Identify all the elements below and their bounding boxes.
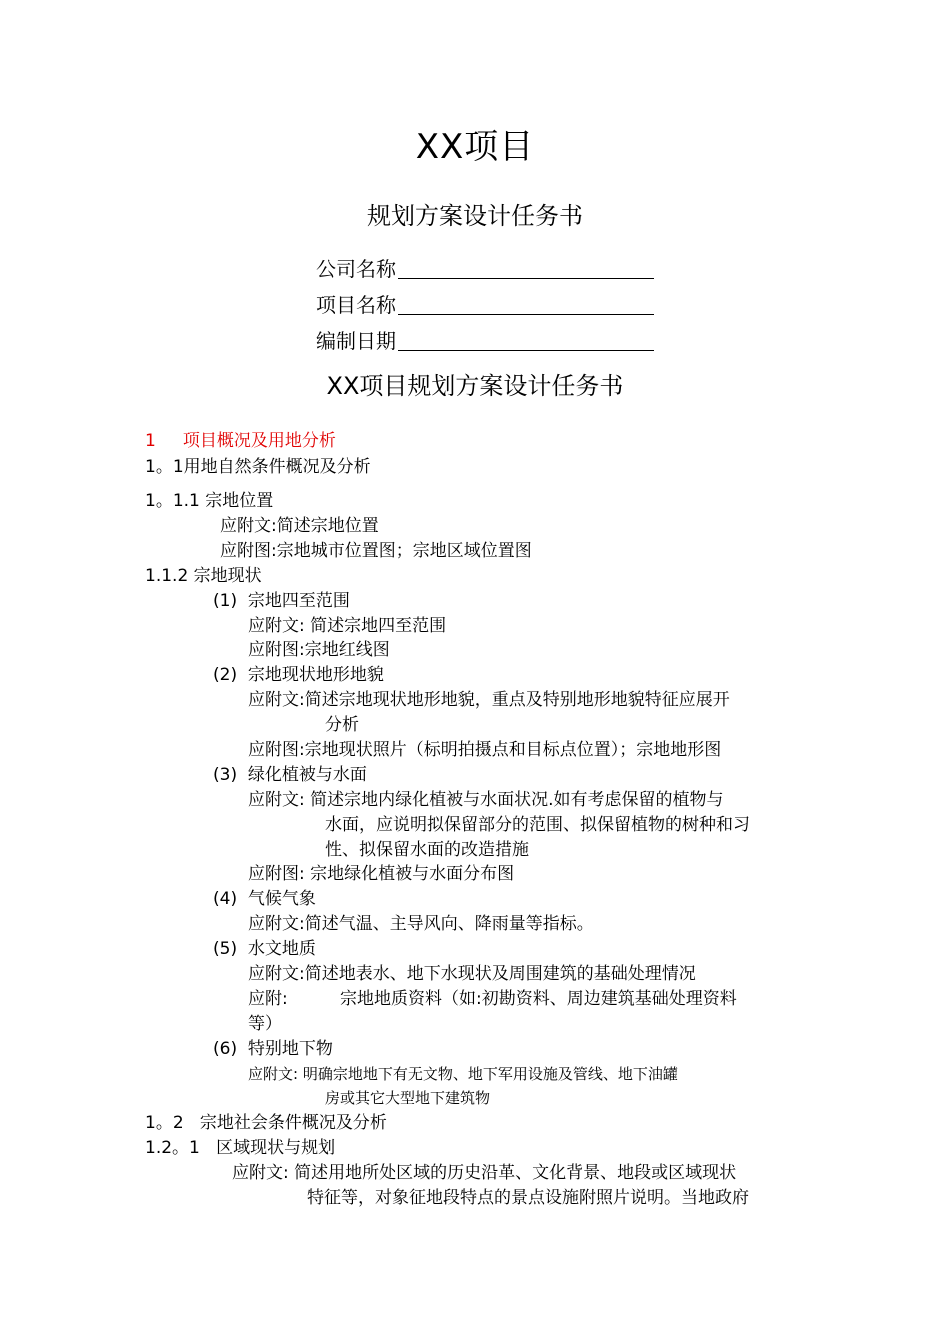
- item-5: (5) 水文地质: [213, 939, 316, 959]
- item-6: (6) 特别地下物: [213, 1039, 333, 1059]
- item-5-attachment-label: 应附:: [248, 989, 288, 1009]
- item-6-text-line-2: 房或其它大型地下建筑物: [325, 1089, 491, 1107]
- date-label: 编制日期: [316, 329, 396, 353]
- item-5-attachment-line-1: 宗地地质资料（如:初勘资料、周边建筑基础处理资料: [340, 989, 737, 1009]
- item-4-text: 应附文:简述气温、主导风向、降雨量等指标。: [248, 914, 594, 934]
- date-blank: [398, 330, 654, 351]
- item-2: (2) 宗地现状地形地貌: [213, 665, 384, 685]
- project-name-blank: [398, 294, 654, 315]
- section-heading-1-2: 1。2 宗地社会条件概况及分析: [145, 1113, 387, 1133]
- item-6-text-line-1: 应附文: 明确宗地地下有无文物、地下军用设施及管线、地下油罐: [248, 1065, 678, 1083]
- subsection-1-2-1: 1.2。1 区域现状与规划: [145, 1138, 336, 1158]
- item-3: (3) 绿化植被与水面: [213, 765, 367, 785]
- project-name-row: [316, 294, 654, 315]
- section-heading-1: 1 项目概况及用地分析: [145, 431, 336, 451]
- project-name-label: 项目名称: [316, 293, 396, 317]
- main-title: XX项目: [415, 127, 535, 167]
- item-2-text-line-1: 应附文:简述宗地现状地形地貌，重点及特别地形地貌特征应展开: [248, 690, 730, 710]
- company-name-row: [316, 258, 654, 279]
- subsection-1-1-1-text: 应附文:简述宗地位置: [220, 516, 379, 536]
- item-1-figure: 应附图:宗地红线图: [248, 640, 390, 660]
- item-3-text-line-1: 应附文: 简述宗地内绿化植被与水面状况.如有考虑保留的植物与: [248, 790, 724, 810]
- subsection-1-1-1-figure: 应附图:宗地城市位置图；宗地区域位置图: [220, 541, 532, 561]
- company-name-label: 公司名称: [316, 257, 396, 281]
- company-name-blank: [398, 258, 654, 279]
- item-2-text-line-2: 分析: [325, 715, 359, 735]
- date-row: [316, 330, 654, 351]
- item-1-text: 应附文: 简述宗地四至范围: [248, 616, 447, 636]
- subsection-1-1-1: 1。1.1 宗地位置: [145, 491, 274, 511]
- item-4: (4) 气候气象: [213, 889, 316, 909]
- item-3-text-line-2: 水面，应说明拟保留部分的范围、拟保留植物的树种和习: [325, 815, 750, 835]
- subsection-1-2-1-text-line-2: 特征等，对象征地段特点的景点设施附照片说明。当地政府: [307, 1188, 749, 1208]
- document-title: XX项目规划方案设计任务书: [326, 372, 624, 400]
- item-1: (1) 宗地四至范围: [213, 591, 350, 611]
- subsection-1-1-2: 1.1.2 宗地现状: [145, 566, 262, 586]
- item-3-figure: 应附图: 宗地绿化植被与水面分布图: [248, 864, 515, 884]
- item-5-text: 应附文:简述地表水、地下水现状及周围建筑的基础处理情况: [248, 964, 696, 984]
- sub-title: 规划方案设计任务书: [367, 202, 583, 230]
- item-5-attachment-line-2: 等）: [248, 1014, 282, 1034]
- item-3-text-line-3: 性、拟保留水面的改造措施: [325, 840, 529, 860]
- item-2-figure: 应附图:宗地现状照片（标明拍摄点和目标点位置）；宗地地形图: [248, 740, 722, 760]
- section-heading-1-1: 1。1用地自然条件概况及分析: [145, 457, 371, 477]
- subsection-1-2-1-text-line-1: 应附文: 简述用地所处区域的历史沿革、文化背景、地段或区域现状: [232, 1163, 737, 1183]
